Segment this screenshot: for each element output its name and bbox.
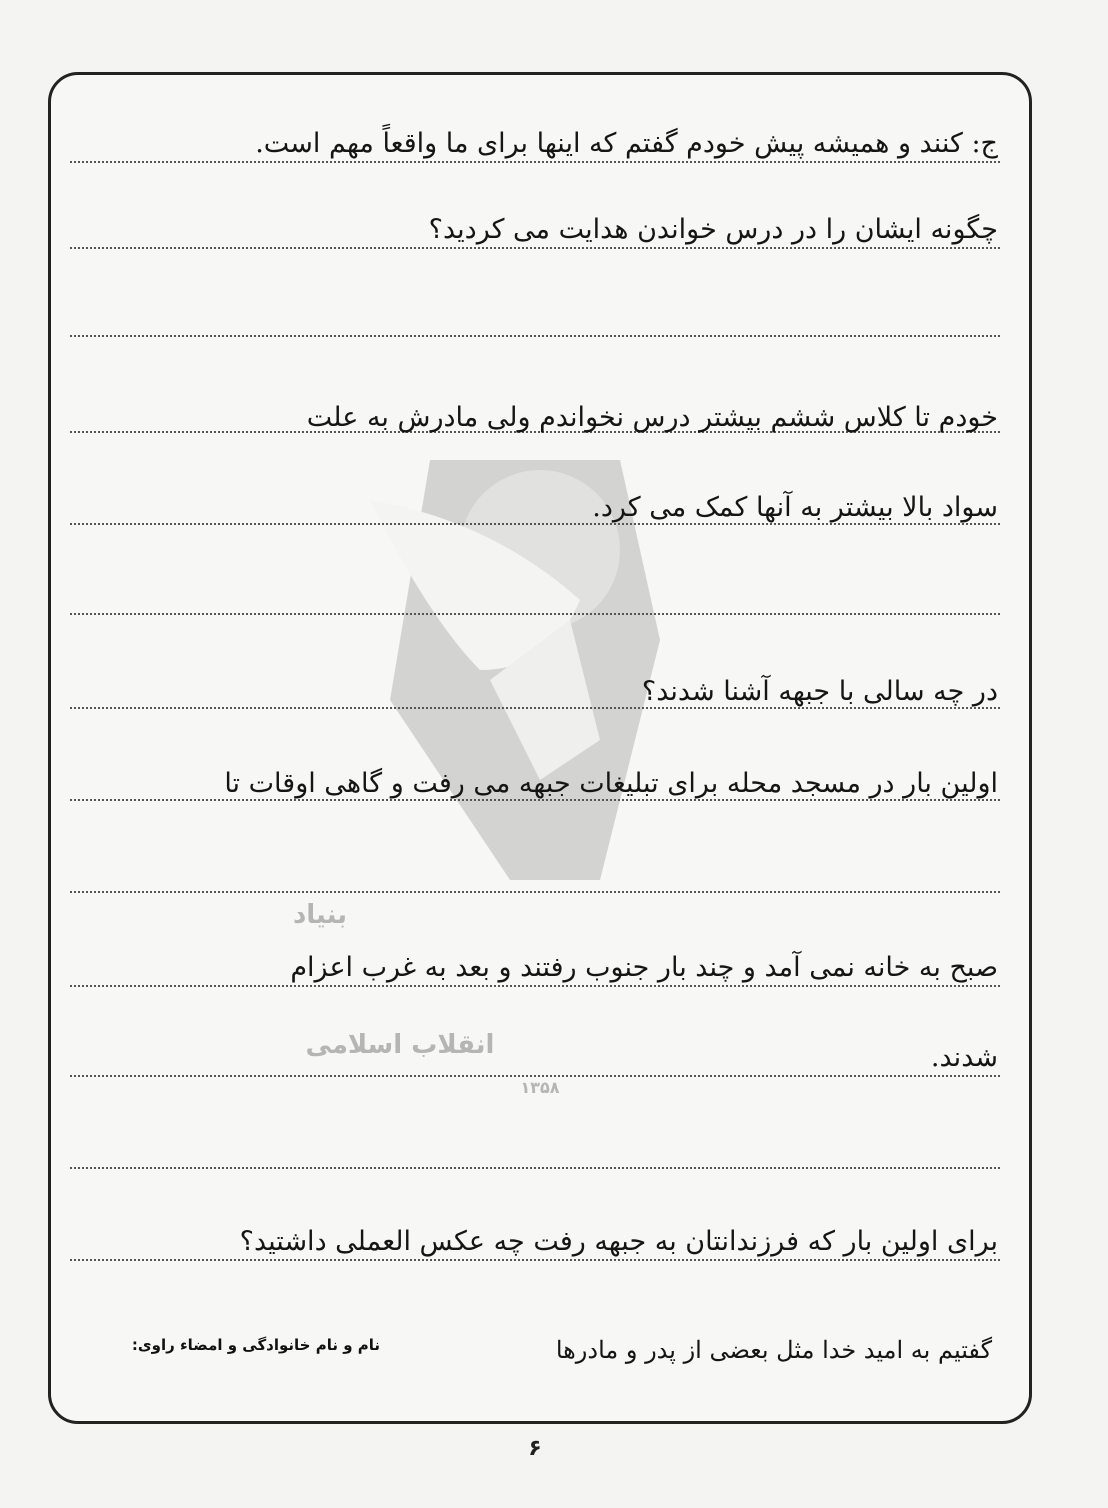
question-line-5: در چه سالی با جبهه آشنا شدند؟: [641, 676, 998, 707]
answer-line-7: صبح به خانه نمی آمد و چند بار جنوب رفتند و بعد به غرب اعزام: [290, 952, 998, 983]
answer-line-1: ج: کنند و همیشه پیش خودم گفتم که اینها برای ما واقعاً مهم است.: [255, 128, 998, 159]
watermark-text-top: بنیاد: [292, 900, 348, 930]
question-line-2: چگونه ایشان را در درس خواندن هدایت می کردید؟: [428, 214, 998, 245]
answer-line-6: اولین بار در مسجد محله برای تبلیغات جبهه می رفت و گاهی اوقات تا: [224, 768, 998, 799]
answer-line-8: شدند.: [930, 1042, 998, 1073]
page-number: ۶: [528, 1436, 542, 1461]
ruled-line: [70, 890, 1000, 893]
ruled-line: [70, 334, 1000, 337]
watermark-year: ۱۳۵۸: [520, 1078, 560, 1097]
watermark-text-bottom: انقلاب اسلامی: [305, 1030, 495, 1060]
ruled-line: [70, 1166, 1000, 1169]
question-line-9: برای اولین بار که فرزندانتان به جبهه رفت چه عکس العملی داشتید؟: [239, 1226, 998, 1257]
narrator-signature-label: نام و نام خانوادگی و امضاء راوی:: [131, 1336, 380, 1354]
ruled-line: [70, 612, 1000, 615]
footer-answer-line: گفتیم به امید خدا مثل بعضی از پدر و مادرها: [555, 1336, 992, 1364]
answer-line-4: سواد بالا بیشتر به آنها کمک می کرد.: [592, 492, 998, 523]
answer-line-3: خودم تا کلاس ششم بیشتر درس نخواندم ولی مادرش به علت: [306, 402, 998, 433]
